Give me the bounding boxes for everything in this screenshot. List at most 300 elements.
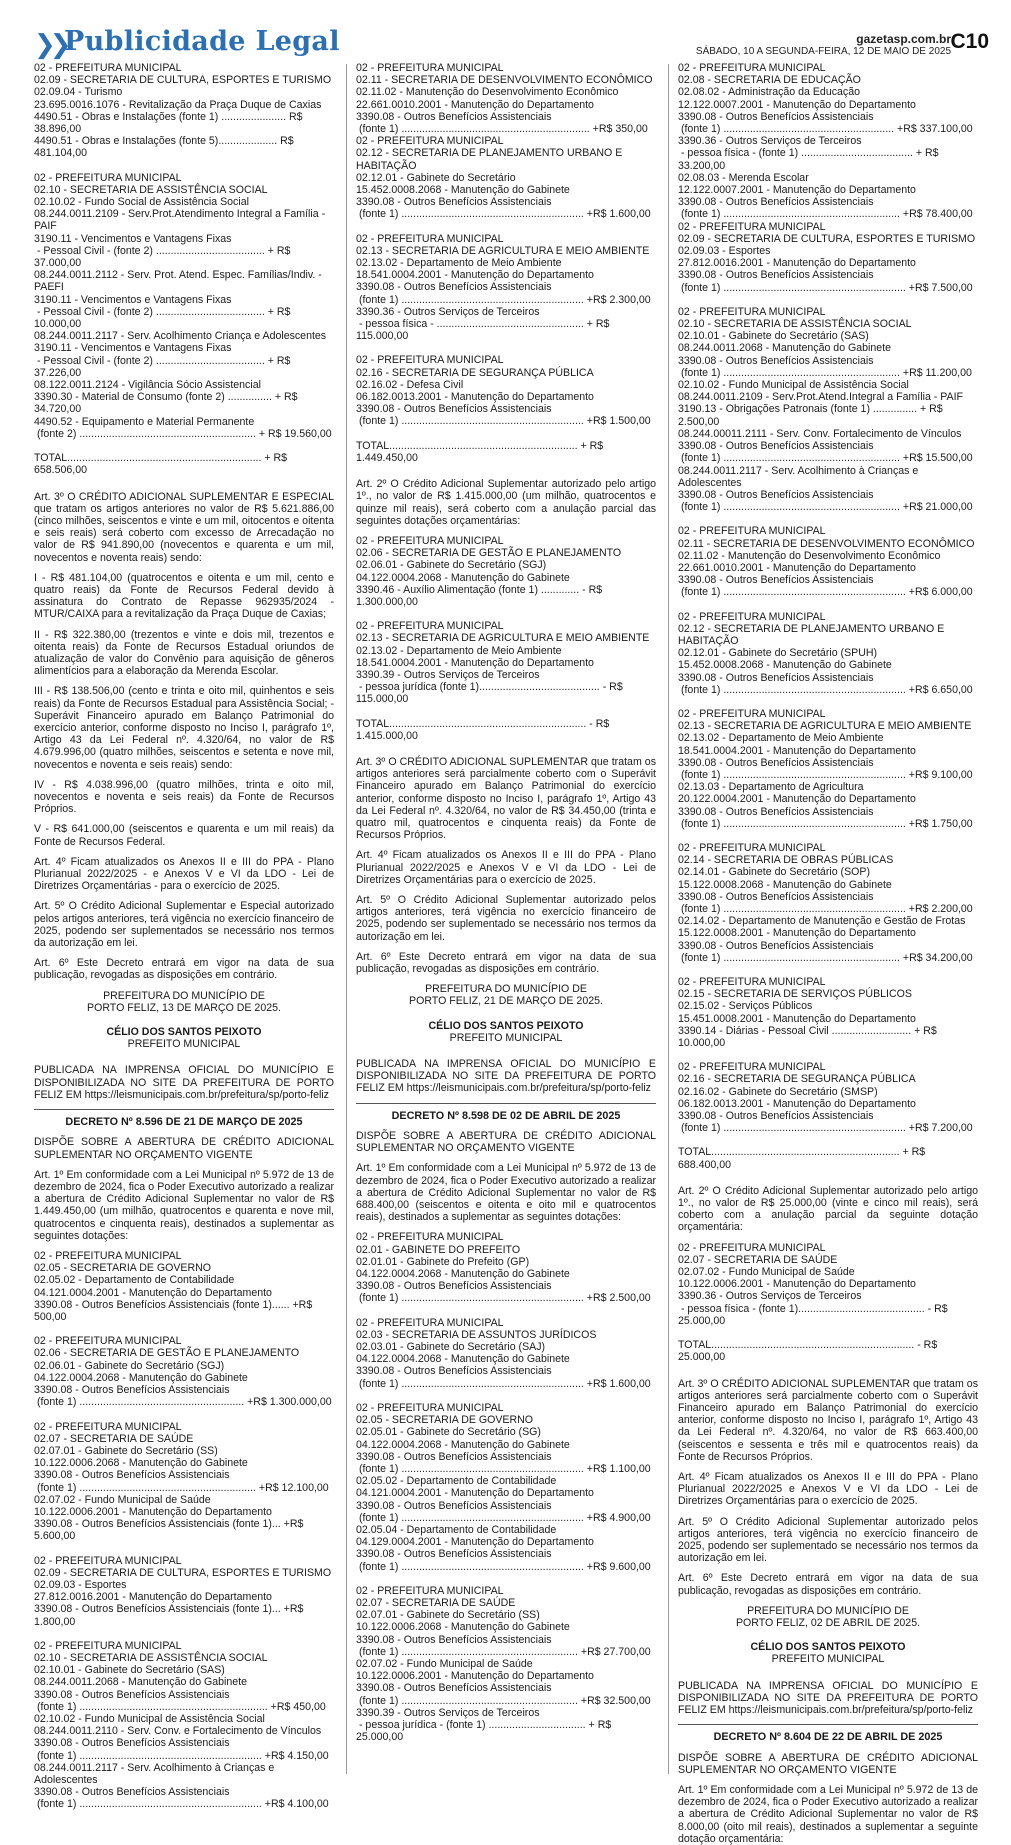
budget-line: 02.13.02 - Departamento de Meio Ambiente bbox=[678, 732, 884, 745]
budget-line: 22.661.0010.2001 - Manutenção do Departamento bbox=[356, 98, 594, 111]
spacer bbox=[34, 1050, 334, 1062]
column-2 bbox=[356, 62, 656, 1777]
section-separator bbox=[356, 1103, 656, 1104]
budget-line: 3390.14 - Diárias - Pessoal Civil ........................... + R$ 10.000,00 bbox=[678, 1024, 940, 1050]
budget-line: 3390.46 - Auxílio Alimentação (fonte 1) ............. - R$ 1.300.000,00 bbox=[356, 583, 606, 608]
budget-line: 02.05 - SECRETARIA DE GOVERNO bbox=[356, 1414, 534, 1427]
budget-line: 02.05 - SECRETARIA DE GOVERNO bbox=[34, 1262, 212, 1275]
budget-line: 02 - PREFEITURA MUNICIPAL bbox=[356, 354, 504, 367]
article-paragraph: IV - R$ 4.038.996,00 (quatro milhões, trinta e oito mil, novecentos e noventa e seis reais) da Fonte de Recursos Próprios. bbox=[34, 778, 334, 816]
budget-line: 3390.08 - Outros Benefícios Assistenciais bbox=[356, 1682, 552, 1695]
budget-line: 3390.08 - Outros Benefícios Assistenciais bbox=[678, 269, 874, 282]
budget-line: 02 - PREFEITURA MUNICIPAL bbox=[34, 1420, 182, 1433]
budget-line: (fonte 1) .............................................................. +R$ 1.750,00 bbox=[678, 817, 973, 830]
article-paragraph: DISPÕE SOBRE A ABERTURA DE CRÉDITO ADICIONAL SUPLEMENTAR NO ORÇAMENTO VIGENTE bbox=[356, 1130, 656, 1155]
signature-line: PREFEITO MUNICIPAL bbox=[127, 1038, 241, 1051]
budget-line: - Pessoal Civil - (fonte 2) ..................................... + R$ 10.000,00 bbox=[34, 305, 294, 331]
budget-line: 02.07.01 - Gabinete do Secretário (SS) bbox=[356, 1609, 540, 1622]
budget-line: (fonte 1) ............................................................ +R$ 15.500,00 bbox=[678, 452, 973, 465]
budget-line: 02.07.01 - Gabinete do Secretário (SS) bbox=[34, 1444, 218, 1457]
budget-line: 04.122.0004.2068 - Manutenção do Gabinete bbox=[356, 1438, 570, 1451]
article-paragraph: Art. 4º Ficam atualizados os Anexos II e III do PPA - Plano Plurianual 2022/2025 e Anexos V e VI da LDO - Lei de Diretrizes Orçamentárias para o exercício de 2025. bbox=[678, 1470, 978, 1508]
spacer bbox=[678, 1364, 978, 1376]
budget-line: 18.541.0004.2001 - Manutenção do Departamento bbox=[678, 744, 916, 757]
budget-line: 02.16 - SECRETARIA DE SEGURANÇA PÚBLICA bbox=[356, 366, 594, 379]
budget-line: 06.182.0013.2001 - Manutenção do Departamento bbox=[356, 391, 594, 404]
article-paragraph: Art. 3º O CRÉDITO ADICIONAL SUPLEMENTAR que tratam os artigos anteriores será parcialmente coberto com o Superávit Financeiro apurado em Balanço Patrimonial do exercício anterior, conforme disposto no Inciso I, parágrafo 1º, Artigo 43 da Lei Federal nº. 4.320/64, no valor de R$ 663.400,00 (seiscentos e sessenta e três mil e quatrocentos reais) da Fonte de Recursos Próprios. bbox=[678, 1377, 978, 1463]
budget-line: 02.15 - SECRETARIA DE SERVIÇOS PÚBLICOS bbox=[678, 988, 912, 1001]
article-paragraph: Art. 2º O Crédito Adicional Suplementar autorizado pelo artigo 1º., no valor de R$ 1.415.000,00 (um milhão, quatrocentos e quinze mil reais), será coberto com a anulação parcial das seguintes dotações orçamentárias: bbox=[356, 478, 656, 527]
budget-line: 3390.08 - Outros Benefícios Assistenciais bbox=[34, 1384, 230, 1397]
spacer bbox=[678, 964, 978, 976]
budget-line: 3390.36 - Outros Serviços de Terceiros bbox=[356, 305, 540, 318]
budget-line: 27.812.0016.2001 - Manutenção do Departamento bbox=[678, 257, 916, 270]
budget-line: 02.09.04 - Turismo bbox=[34, 86, 123, 99]
budget-line: 15.451.0008.2001 - Manutenção do Departamento bbox=[678, 1012, 916, 1025]
article-paragraph: DISPÕE SOBRE A ABERTURA DE CRÉDITO ADICIONAL SUPLEMENTAR NO ORÇAMENTO VIGENTE bbox=[34, 1136, 334, 1161]
signatory-name: CÉLIO DOS SANTOS PEIXOTO bbox=[106, 1026, 262, 1039]
budget-line: (fonte 1) .............................................................. +R$ 6.000,00 bbox=[678, 586, 973, 599]
budget-line: TOTAL................................................................ + R$ 688.400,00 bbox=[678, 1146, 929, 1171]
budget-line: 02.06 - SECRETARIA DE GESTÃO E PLANEJAMENTO bbox=[34, 1347, 300, 1360]
budget-line: 3190.11 - Vencimentos e Vantagens Fixas bbox=[34, 293, 232, 306]
budget-line: 08.244.0011.2112 - Serv. Prot. Atend. Espec. Famílias/Indiv. - PAEFI bbox=[34, 269, 325, 294]
budget-line: 3190.13 - Obrigações Patronais (fonte 1) ............... + R$ 2.500,00 bbox=[678, 403, 946, 428]
budget-line: (fonte 1) .............................................................. +R$ 1.100,00 bbox=[356, 1462, 651, 1475]
budget-line: (fonte 1) .............................................................. +R$ 6.650,00 bbox=[678, 683, 973, 696]
budget-line: 02 - PREFEITURA MUNICIPAL bbox=[678, 220, 826, 233]
budget-line: 3390.30 - Material de Consumo (fonte 2) ............... + R$ 34.720,00 bbox=[34, 391, 301, 416]
budget-line: 3390.08 - Outros Benefícios Assistenciais (fonte 1)... +R$ 1.800,00 bbox=[34, 1603, 307, 1628]
budget-line: TOTAL................................................................ + R$ 1.449.450,00 bbox=[356, 439, 607, 464]
signature-line: PREFEITURA DO MUNICÍPIO DE bbox=[103, 989, 265, 1002]
signature-line: PREFEITO MUNICIPAL bbox=[771, 1653, 885, 1666]
budget-line: 02.14.02 - Departamento de Manutenção e Gestão de Frotas bbox=[678, 915, 966, 928]
budget-line: 02 - PREFEITURA MUNICIPAL bbox=[356, 62, 504, 74]
budget-line: 02.09.03 - Esportes bbox=[678, 245, 771, 258]
article-paragraph: Art. 5º O Crédito Adicional Suplementar autorizado pelos artigos anteriores, terá vigência no exercício financeiro de 2025, podendo ser suplementado se necessário nos termos da autorização em lei. bbox=[356, 893, 656, 943]
budget-line: 02.01 - GABINETE DO PREFEITO bbox=[356, 1243, 521, 1256]
budget-line: 3390.08 - Outros Benefícios Assistenciais bbox=[34, 1688, 230, 1701]
signatory-name: CÉLIO DOS SANTOS PEIXOTO bbox=[428, 1019, 584, 1032]
budget-line: 02.05.02 - Departamento de Contabilidade bbox=[34, 1274, 235, 1287]
double-chevron-icon: ❯❯ bbox=[34, 30, 66, 60]
budget-line: 02 - PREFEITURA MUNICIPAL bbox=[678, 610, 826, 623]
budget-line: 3390.36 - Outros Serviços de Terceiros bbox=[678, 135, 862, 148]
budget-line: 3390.08 - Outros Benefícios Assistenciais bbox=[356, 1280, 552, 1293]
budget-line: 3390.08 - Outros Benefícios Assistenciais bbox=[356, 1548, 552, 1561]
article-paragraph: Art. 2º O Crédito Adicional Suplementar autorizado pelo artigo 1º., no valor de R$ 25.000,00 (vinte e cinco mil reais), será coberto com a anulação parcial da seguinte dotação orçamentária: bbox=[678, 1184, 978, 1234]
budget-line: 02.09 - SECRETARIA DE CULTURA, ESPORTES E TURISMO bbox=[34, 1566, 332, 1579]
budget-line: (fonte 1) ................................................................ +R$ 450,00 bbox=[34, 1700, 326, 1713]
budget-line: - pessoa jurídica - (fonte 1) ................................. + R$ 25.000,00 bbox=[356, 1718, 615, 1744]
budget-line: 08.244.0011.2068 - Manutenção do Gabinete bbox=[678, 342, 892, 355]
spacer bbox=[678, 696, 978, 708]
budget-line: 3190.11 - Vencimentos e Vantagens Fixas bbox=[34, 232, 232, 245]
budget-line: 27.812.0016.2001 - Manutenção do Departamento bbox=[34, 1591, 272, 1604]
column-1 bbox=[34, 62, 334, 1811]
spacer bbox=[356, 221, 656, 233]
budget-line: 3390.08 - Outros Benefícios Assistenciais bbox=[678, 890, 874, 903]
budget-line: 02.07.02 - Fundo Municipal de Saúde bbox=[34, 1493, 211, 1506]
article-paragraph: Art. 4º Ficam atualizados os Anexos II e III do PPA - Plano Plurianual 2022/2025 e Anexos V e VI da LDO - Lei de Diretrizes Orçamentárias para o exercício de 2025. bbox=[356, 849, 656, 886]
spacer bbox=[34, 1628, 334, 1640]
section-separator bbox=[34, 1109, 334, 1110]
budget-line: (fonte 1) .............................................................. +R$ 2.500,00 bbox=[356, 1292, 651, 1305]
budget-line: 04.122.0004.2068 - Manutenção do Gabinete bbox=[356, 571, 570, 584]
budget-line: 02 - PREFEITURA MUNICIPAL bbox=[678, 841, 826, 854]
article-paragraph: PUBLICADA NA IMPRENSA OFICIAL DO MUNICÍPIO E DISPONIBILIZADA NO SITE DA PREFEITURA DE PORTO FELIZ EM https://leismunicipais.com.br/prefeitura/sp/porto-feliz bbox=[34, 1064, 334, 1101]
budget-line: 02.10.01 - Gabinete do Secretário (SAS) bbox=[678, 330, 869, 343]
budget-line: (fonte 1) .............................................................. +R$ 1.600,00 bbox=[356, 1377, 651, 1390]
budget-line: 02 - PREFEITURA MUNICIPAL bbox=[34, 62, 182, 74]
article-paragraph: Art. 4º Ficam atualizados os Anexos II e III do PPA - Plano Plurianual 2022/2025 - e Anexos V e VI da LDO - Lei de Diretrizes Orçamentárias - para o exercício de 2025. bbox=[34, 855, 334, 893]
budget-line: 04.122.0004.2068 - Manutenção do Gabinete bbox=[34, 1371, 248, 1384]
budget-line: (fonte 1) .............................................................. +R$ 4.150,00 bbox=[34, 1749, 329, 1762]
budget-line: - pessoa jurídica (fonte 1)......................................... - R$ 115.000,00 bbox=[356, 681, 626, 706]
signature-line: PORTO FELIZ, 21 DE MARÇO DE 2025. bbox=[409, 995, 603, 1008]
budget-line: 02.11.02 - Manutenção do Desenvolvimento Econômico bbox=[678, 549, 941, 562]
budget-line: 02.16.02 - Gabinete do Secretário (SMSP) bbox=[678, 1085, 878, 1098]
budget-line: (fonte 1) .............................................................. +R$ 7.500,00 bbox=[678, 281, 973, 294]
budget-line: 02 - PREFEITURA MUNICIPAL bbox=[356, 620, 504, 633]
budget-line: 02 - PREFEITURA MUNICIPAL bbox=[356, 1584, 504, 1597]
budget-line: 02.06.01 - Gabinete do Secretário (SGJ) bbox=[356, 559, 547, 572]
budget-line: (fonte 1) ............................................................ +R$ 21.000,00 bbox=[678, 501, 973, 514]
budget-line: 10.122.0006.2001 - Manutenção do Departamento bbox=[356, 1670, 594, 1683]
budget-line: 02.10.01 - Gabinete do Secretário (SAS) bbox=[34, 1664, 225, 1677]
budget-line: (fonte 1) .............................................................. +R$ 1.500,00 bbox=[356, 415, 651, 428]
budget-line: - pessoa física - (fonte 1)........................................... - R$ 25.000,00 bbox=[678, 1302, 951, 1327]
budget-line: 08.244.00011.2111 - Serv. Conv. Fortalecimento de Vínculos bbox=[678, 427, 962, 440]
budget-line: 3390.08 - Outros Benefícios Assistenciais bbox=[356, 1365, 552, 1378]
decree-title: DECRETO Nº 8.604 DE 22 DE ABRIL DE 2025 bbox=[713, 1731, 943, 1744]
budget-line: 02.06 - SECRETARIA DE GESTÃO E PLANEJAMENTO bbox=[356, 547, 622, 560]
spacer bbox=[34, 1409, 334, 1421]
spacer bbox=[678, 830, 978, 842]
budget-line: 02.07.02 - Fundo Municipal de Saúde bbox=[678, 1266, 855, 1279]
spacer bbox=[34, 160, 334, 172]
budget-line: - pessoa física - (fonte 1) ...................................... + R$ 33.200,00 bbox=[678, 147, 942, 172]
budget-line: 02.16 - SECRETARIA DE SEGURANÇA PÚBLICA bbox=[678, 1073, 916, 1086]
article-paragraph: Art. 6º Este Decreto entrará em vigor na data de sua publicação, revogadas as disposições em contrário. bbox=[356, 950, 656, 975]
page-header bbox=[0, 0, 1011, 60]
spacer bbox=[34, 440, 334, 452]
budget-line: 3390.08 - Outros Benefícios Assistenciais bbox=[678, 110, 874, 123]
budget-line: 02.10 - SECRETARIA DE ASSISTÊNCIA SOCIAL bbox=[678, 318, 912, 331]
spacer bbox=[678, 294, 978, 306]
budget-line: 3390.08 - Outros Benefícios Assistenciais bbox=[34, 1469, 230, 1482]
budget-line: 4490.51 - Obras e Instalações (fonte 5).................... R$ 481.104,00 bbox=[34, 135, 297, 160]
budget-line: 3390.08 - Outros Benefícios Assistenciais bbox=[678, 1110, 874, 1123]
budget-line: 3390.08 - Outros Benefícios Assistenciais bbox=[356, 196, 552, 209]
budget-line: 02 - PREFEITURA MUNICIPAL bbox=[356, 232, 504, 245]
budget-line: 02.11 - SECRETARIA DE DESENVOLVIMENTO ECONÔMICO bbox=[356, 74, 653, 87]
budget-line: 02 - PREFEITURA MUNICIPAL bbox=[356, 1401, 504, 1414]
budget-line: 04.122.0004.2068 - Manutenção do Gabinete bbox=[356, 1268, 570, 1281]
article-paragraph: Art. 1º Em conformidade com a Lei Municipal nº 5.972 de 13 de dezembro de 2024, fica o Poder Executivo autorizado a realizar a abertura de Crédito Adicional Suplementar no valor de R$ 1.449.450,00 (um milhão, quatrocentos e quarenta e nove mil, quatrocentos e cinquenta reais), destinados a suplementar as seguintes dotações: bbox=[34, 1168, 334, 1242]
budget-line: 08.244.0011.2117 - Serv. Acolhimento à Crianças e Adolescentes bbox=[678, 464, 921, 489]
budget-line: 15.122.0008.2001 - Manutenção do Departamento bbox=[678, 927, 916, 940]
budget-line: 3390.08 - Outros Benefícios Assistenciais bbox=[678, 574, 874, 587]
spacer bbox=[356, 1305, 656, 1317]
budget-line: (fonte 1) .............................................................. +R$ 9.100,00 bbox=[678, 768, 973, 781]
budget-line: 02 - PREFEITURA MUNICIPAL bbox=[678, 525, 826, 538]
budget-line: 08.244.0011.2109 - Serv.Prot.Atendimento Integral a Família - PAIF bbox=[34, 208, 329, 233]
budget-line: 3390.36 - Outros Serviços de Terceiros bbox=[678, 1290, 862, 1303]
budget-line: 20.122.0004.2001 - Manutenção do Departamento bbox=[678, 793, 916, 806]
budget-line: 02.08.02 - Administração da Educação bbox=[678, 86, 860, 99]
budget-line: 15.122.0008.2068 - Manutenção do Gabinete bbox=[678, 878, 892, 891]
spacer bbox=[678, 1666, 978, 1678]
budget-line: 08.244.0011.2117 - Serv. Acolhimento Criança e Adolescentes bbox=[34, 330, 327, 343]
budget-line: 02 - PREFEITURA MUNICIPAL bbox=[678, 1061, 826, 1074]
spacer bbox=[34, 1543, 334, 1555]
budget-line: 15.452.0008.2068 - Manutenção do Gabinete bbox=[356, 184, 570, 197]
budget-line: 02.10 - SECRETARIA DE ASSISTÊNCIA SOCIAL bbox=[34, 1651, 268, 1664]
budget-line: 02.10.02 - Fundo Municipal de Assistência Social bbox=[678, 379, 909, 392]
budget-line: TOTAL..................................................................... - R$ 25.000,00 bbox=[678, 1339, 941, 1364]
budget-line: (fonte 2) ............................................................ + R$ 19.560,00 bbox=[34, 427, 332, 440]
budget-line: 04.121.0004.2001 - Manutenção do Departamento bbox=[34, 1286, 272, 1299]
budget-line: 02.05.04 - Departamento de Contabilidade bbox=[356, 1523, 557, 1536]
article-paragraph: II - R$ 322.380,00 (trezentos e vinte e dois mil, trezentos e oitenta reais) da Fonte de Recursos Estadual oriundos de atualização de valor do Convênio para aquisição de gêneros alimentícios para a elaboração da Merenda Escolar. bbox=[34, 628, 334, 678]
budget-line: 02.05.02 - Departamento de Contabilidade bbox=[356, 1475, 557, 1488]
budget-line: 02.12 - SECRETARIA DE PLANEJAMENTO URBANO E HABITAÇÃO bbox=[678, 622, 948, 647]
budget-line: 02.13.02 - Departamento de Meio Ambiente bbox=[356, 257, 562, 270]
budget-line: 02.03.01 - Gabinete do Secretário (SAJ) bbox=[356, 1341, 546, 1354]
budget-line: 12.122.0007.2001 - Manutenção do Departamento bbox=[678, 98, 916, 111]
budget-line: 18.541.0004.2001 - Manutenção do Departamento bbox=[356, 269, 594, 282]
budget-line: 02 - PREFEITURA MUNICIPAL bbox=[678, 62, 826, 74]
budget-line: 08.244.0011.2109 - Serv.Prot.Atend.Integral a Família - PAIF bbox=[678, 391, 964, 404]
budget-line: 02 - PREFEITURA MUNICIPAL bbox=[356, 1316, 504, 1329]
budget-line: 02 - PREFEITURA MUNICIPAL bbox=[34, 1554, 182, 1567]
budget-line: 12.122.0007.2001 - Manutenção do Departamento bbox=[678, 184, 916, 197]
budget-line: 3390.08 - Outros Benefícios Assistenciais bbox=[678, 805, 874, 818]
budget-line: 04.129.0004.2001 - Manutenção do Departamento bbox=[356, 1536, 594, 1549]
spacer bbox=[356, 1390, 656, 1402]
budget-line: 02.08 - SECRETARIA DE EDUCAÇÃO bbox=[678, 74, 861, 87]
column-3 bbox=[678, 62, 978, 1845]
budget-line: 15.452.0008.2068 - Manutenção do Gabinete bbox=[678, 659, 892, 672]
budget-line: 3390.08 - Outros Benefícios Assistenciais bbox=[356, 110, 552, 123]
budget-line: 06.182.0013.2001 - Manutenção do Departamento bbox=[678, 1097, 916, 1110]
budget-line: 02.10.02 - Fundo Social de Assistência Social bbox=[34, 196, 249, 209]
budget-line: 02.09 - SECRETARIA DE CULTURA, ESPORTES E TURISMO bbox=[34, 74, 332, 87]
spacer bbox=[356, 1008, 656, 1020]
budget-line: TOTAL................................................................... - R$ 1.415.000,00 bbox=[356, 717, 613, 742]
budget-line: 3390.39 - Outros Serviços de Terceiros bbox=[356, 668, 540, 681]
budget-line: - Pessoal Civil - (fonte 2) ..................................... + R$ 37.000,00 bbox=[34, 244, 294, 270]
spacer bbox=[356, 742, 656, 754]
article-paragraph: Art. 3º O CRÉDITO ADICIONAL SUPLEMENTAR E ESPECIAL que tratam os artigos anteriores no valor de R$ 5.621.886,00 (cinco milhões, seiscentos e vinte e um mil, oitocentos e oitenta e seis reais) será coberto com excesso de Arrecadação no valor de R$ 941.890,00 (novecentos e quarenta e um mil, novecentos e noventa reais) sendo: bbox=[34, 490, 334, 564]
budget-line: 02 - PREFEITURA MUNICIPAL bbox=[34, 1250, 182, 1263]
budget-line: 3390.08 - Outros Benefícios Assistenciais bbox=[34, 1737, 230, 1750]
article-paragraph: Art. 6º Este Decreto entrará em vigor na data de sua publicação, revogadas as disposições em contrário. bbox=[678, 1572, 978, 1597]
budget-line: 02.06.01 - Gabinete do Secretário (SGJ) bbox=[34, 1359, 225, 1372]
budget-line: 10.122.0006.2001 - Manutenção do Departamento bbox=[34, 1505, 272, 1518]
budget-line: (fonte 1) .............................................................. +R$ 1.600,00 bbox=[356, 208, 651, 221]
budget-line: (fonte 1) ........................................................ +R$ 1.300.000,00 bbox=[34, 1396, 332, 1409]
budget-line: 08.122.0011.2124 - Vigilância Sócio Assistencial bbox=[34, 379, 261, 392]
budget-line: 02.16.02 - Defesa Civil bbox=[356, 378, 464, 391]
spacer bbox=[678, 1629, 978, 1641]
signature-line: PREFEITURA DO MUNICÍPIO DE bbox=[747, 1604, 909, 1617]
budget-line: 02.14.01 - Gabinete do Secretário (SOP) bbox=[678, 866, 870, 879]
budget-line: 02.09.03 - Esportes bbox=[34, 1578, 127, 1591]
budget-line: 02 - PREFEITURA MUNICIPAL bbox=[678, 976, 826, 989]
budget-line: 02 - PREFEITURA MUNICIPAL bbox=[356, 135, 504, 148]
budget-line: 02.07.02 - Fundo Municipal de Saúde bbox=[356, 1657, 533, 1670]
budget-line: (fonte 1) ............................................................ +R$ 12.100,00 bbox=[34, 1481, 329, 1494]
budget-line: 02.11 - SECRETARIA DE DESENVOLVIMENTO ECONÔMICO bbox=[678, 537, 975, 550]
budget-line: 3390.08 - Outros Benefícios Assistenciais bbox=[356, 281, 552, 294]
article-paragraph: PUBLICADA NA IMPRENSA OFICIAL DO MUNICÍPIO E DISPONIBILIZADA NO SITE DA PREFEITURA DE PORTO FELIZ EM https://leismunicipais.com.br/prefeitura/sp/porto-feliz bbox=[678, 1679, 978, 1716]
spacer bbox=[678, 1327, 978, 1339]
budget-line: 3390.08 - Outros Benefícios Assistenciais bbox=[356, 1499, 552, 1512]
budget-line: 02 - PREFEITURA MUNICIPAL bbox=[356, 1231, 504, 1244]
budget-line: 10.122.0006.2068 - Manutenção do Gabinete bbox=[34, 1457, 248, 1470]
budget-line: 02 - PREFEITURA MUNICIPAL bbox=[678, 305, 826, 318]
budget-line: 3390.08 - Outros Benefícios Assistenciais bbox=[678, 488, 874, 501]
budget-line: (fonte 1) ............................................................ +R$ 27.700,00 bbox=[356, 1645, 651, 1658]
budget-line: 02.12 - SECRETARIA DE PLANEJAMENTO URBANO E HABITAÇÃO bbox=[356, 147, 626, 172]
budget-line: 3390.08 - Outros Benefícios Assistenciais bbox=[678, 939, 874, 952]
spacer bbox=[356, 608, 656, 620]
budget-line: 4490.51 - Obras e Instalações (fonte 1) ...................... R$ 38.896,00 bbox=[34, 110, 306, 136]
budget-line: 02.10.02 - Fundo Municipal de Assistência Social bbox=[34, 1712, 265, 1725]
budget-line: 3390.08 - Outros Benefícios Assistenciais bbox=[356, 403, 552, 416]
budget-line: 02 - PREFEITURA MUNICIPAL bbox=[356, 534, 504, 547]
section-separator bbox=[678, 1724, 978, 1725]
budget-line: 02.05.01 - Gabinete do Secretário (SG) bbox=[356, 1426, 541, 1439]
section-title: Publicidade Legal bbox=[64, 26, 340, 57]
article-paragraph: Art. 5º O Crédito Adicional Suplementar e Especial autorizado pelos artigos anteriores, terá vigência no exercício financeiro de 2025, podendo ser suplementados se necessário nos termos da autorização em lei. bbox=[34, 900, 334, 949]
spacer bbox=[678, 513, 978, 525]
budget-line: 02.13 - SECRETARIA DE AGRICULTURA E MEIO AMBIENTE bbox=[356, 632, 650, 645]
budget-line: 04.121.0004.2001 - Manutenção do Departamento bbox=[356, 1487, 594, 1500]
budget-line: 02.13 - SECRETARIA DE AGRICULTURA E MEIO AMBIENTE bbox=[678, 720, 972, 733]
signature-line: PORTO FELIZ, 13 DE MARÇO DE 2025. bbox=[87, 1001, 281, 1014]
budget-line: 3390.08 - Outros Benefícios Assistenciais bbox=[356, 1633, 552, 1646]
budget-line: 02.11.02 - Manutenção do Desenvolvimento Econômico bbox=[356, 86, 619, 99]
budget-line: 02.01.01 - Gabinete do Prefeito (GP) bbox=[356, 1255, 530, 1268]
article-paragraph: Art. 1º Em conformidade com a Lei Municipal nº 5.972 de 13 de dezembro de 2024, fica o Poder Executivo autorizado a realizar a abertura de Crédito Adicional Suplementar no valor de R$ 688.400,00 (seiscentos e oitenta e oito mil e quatrocentos reais), destinados a suplementar as seguintes dotações: bbox=[356, 1162, 656, 1224]
article-paragraph: DISPÕE SOBRE A ABERTURA DE CRÉDITO ADICIONAL SUPLEMENTAR NO ORÇAMENTO VIGENTE bbox=[678, 1751, 978, 1776]
decree-title: DECRETO Nº 8.598 DE 02 DE ABRIL DE 2025 bbox=[391, 1109, 621, 1122]
budget-line: 10.122.0006.2001 - Manutenção do Departamento bbox=[678, 1278, 916, 1291]
budget-line: (fonte 1) ............................................................ +R$ 11.200,00 bbox=[678, 366, 972, 379]
budget-line: 18.541.0004.2001 - Manutenção do Departamento bbox=[356, 656, 594, 669]
article-paragraph: III - R$ 138.506,00 (cento e trinta e oito mil, quinhentos e seis reais) da Fonte de Recursos Estadual para Assistência Social; - Superávit Financeiro apurado em Balanço Patrimonial do exercício anterior, conforme disposto no Inciso I, parágrafo 1º, Artigo 43 da Lei Federal nº. 4.320/64, no valor de R$ 4.679.996,00 (quatro milhões, seiscentos e setenta e nove mil, novecentos e noventa e seis reais) sendo: bbox=[34, 685, 334, 771]
budget-line: 3390.08 - Outros Benefícios Assistenciais bbox=[678, 354, 874, 367]
budget-line: 02 - PREFEITURA MUNICIPAL bbox=[34, 171, 182, 184]
budget-line: 3390.08 - Outros Benefícios Assistenciais bbox=[678, 440, 874, 453]
article-paragraph: Art. 5º O Crédito Adicional Suplementar autorizado pelos artigos anteriores, terá vigência no exercício financeiro de 2025, podendo ser suplementado se necessário nos termos da autorização em lei. bbox=[678, 1515, 978, 1565]
budget-line: (fonte 1) .............................................................. +R$ 4.900,00 bbox=[356, 1511, 651, 1524]
page-number: C10 bbox=[950, 30, 989, 53]
budget-line: (fonte 1) .............................................................. +R$ 4.100,00 bbox=[34, 1798, 329, 1811]
site-name: gazetasp.com.br bbox=[856, 32, 951, 46]
budget-line: 02.14 - SECRETARIA DE OBRAS PÚBLICAS bbox=[678, 854, 894, 867]
budget-line: 08.244.0011.2068 - Manutenção do Gabinete bbox=[34, 1676, 248, 1689]
budget-line: 02 - PREFEITURA MUNICIPAL bbox=[678, 1241, 826, 1254]
spacer bbox=[356, 428, 656, 440]
budget-line: 3390.08 - Outros Benefícios Assistenciais bbox=[356, 1450, 552, 1463]
budget-line: 02.07 - SECRETARIA DE SAÚDE bbox=[34, 1432, 194, 1445]
signature-line: PREFEITO MUNICIPAL bbox=[449, 1031, 563, 1044]
issue-date: SÁBADO, 10 A SEGUNDA-FEIRA, 12 DE MAIO DE 2025 bbox=[695, 46, 951, 57]
budget-line: - pessoa física - .................................................. + R$ 115.000,00 bbox=[356, 318, 613, 343]
budget-line: 02.13.03 - Departamento de Agricultura bbox=[678, 781, 864, 794]
signature-line: PORTO FELIZ, 02 DE ABRIL DE 2025. bbox=[735, 1616, 921, 1629]
budget-line: 3390.08 - Outros Benefícios Assistenciais (fonte 1)... +R$ 5.600,00 bbox=[34, 1518, 307, 1543]
budget-line: - Pessoal Civil - (fonte 2) ..................................... + R$ 37.226,00 bbox=[34, 354, 294, 379]
budget-line: 02 - PREFEITURA MUNICIPAL bbox=[34, 1639, 182, 1652]
spacer bbox=[356, 706, 656, 718]
spacer bbox=[678, 1049, 978, 1061]
budget-line: 02.08.03 - Merenda Escolar bbox=[678, 171, 809, 184]
budget-line: (fonte 1) ............................................................ +R$ 32.500,00 bbox=[356, 1694, 651, 1707]
budget-line: 02.07 - SECRETARIA DE SAÚDE bbox=[356, 1596, 516, 1609]
spacer bbox=[356, 464, 656, 476]
article-paragraph: Art. 1º Em conformidade com a Lei Municipal nº 5.972 de 13 de dezembro de 2024, fica o Poder Executivo autorizado a realizar a abertura de Crédito Adicional Suplementar no valor de R$ 8.000,00 (oito mil reais), destinados a suplementar a seguinte dotação orçamentária: bbox=[678, 1783, 978, 1845]
budget-line: 3390.08 - Outros Benefícios Assistenciais bbox=[678, 671, 874, 684]
budget-line: 3390.39 - Outros Serviços de Terceiros bbox=[356, 1706, 540, 1719]
spacer bbox=[356, 1573, 656, 1585]
signatory-name: CÉLIO DOS SANTOS PEIXOTO bbox=[750, 1641, 906, 1654]
article-paragraph: I - R$ 481.104,00 (quatrocentos e oitenta e um mil, cento e quatro reais) da Fonte de Recursos Federal devido à assinatura do Contrato de Repasse 962935/2024 -MTUR/CAIXA para a revitalização da Praça Duque de Caxias; bbox=[34, 571, 334, 621]
budget-line: (fonte 1) ............................................................ +R$ 34.200,00 bbox=[678, 951, 973, 964]
budget-line: 02 - PREFEITURA MUNICIPAL bbox=[678, 707, 826, 720]
budget-line: (fonte 1) .............................................................. +R$ 7.200,00 bbox=[678, 1122, 973, 1135]
budget-line: (fonte 1) .............................................................. +R$ 2.300,00 bbox=[356, 293, 651, 306]
spacer bbox=[34, 1323, 334, 1335]
budget-line: TOTAL.................................................................. + R$ 658.506,00 bbox=[34, 452, 290, 477]
spacer bbox=[678, 1134, 978, 1146]
budget-line: (fonte 1) ................................................................ +R$ 350,00 bbox=[356, 123, 648, 136]
budget-line: 3390.08 - Outros Benefícios Assistenciais bbox=[678, 756, 874, 769]
signature-line: PREFEITURA DO MUNICÍPIO DE bbox=[425, 983, 587, 996]
spacer bbox=[678, 599, 978, 611]
budget-line: 08.244.0011.2110 - Serv. Conv. e Fortalecimento de Vínculos bbox=[34, 1725, 322, 1738]
column-divider bbox=[346, 64, 347, 1774]
budget-line: 02 - PREFEITURA MUNICIPAL bbox=[34, 1335, 182, 1348]
budget-line: 3390.08 - Outros Benefícios Assistenciais bbox=[34, 1786, 230, 1799]
budget-line: 02.15.02 - Serviços Públicos bbox=[678, 1000, 813, 1013]
budget-line: 02.12.01 - Gabinete do Secretário (SPUH) bbox=[678, 647, 878, 660]
spacer bbox=[356, 1044, 656, 1056]
article-paragraph: Art. 6º Este Decreto entrará em vigor na data de sua publicação, revogadas as disposições em contrário. bbox=[34, 957, 334, 982]
spacer bbox=[34, 477, 334, 489]
budget-line: 3390.08 - Outros Benefícios Assistenciais (fonte 1)...... +R$ 500,00 bbox=[34, 1298, 316, 1324]
budget-line: 4490.52 - Equipamento e Material Permanente bbox=[34, 415, 255, 428]
budget-line: 3190.11 - Vencimentos e Vantagens Fixas bbox=[34, 342, 232, 355]
decree-title: DECRETO Nº 8.596 DE 21 DE MARÇO DE 2025 bbox=[65, 1116, 303, 1129]
budget-line: 23.695.0016.1076 - Revitalização da Praça Duque de Caxias bbox=[34, 98, 322, 111]
budget-line: 02.07 - SECRETARIA DE SAÚDE bbox=[678, 1253, 838, 1266]
column-divider bbox=[668, 64, 669, 1774]
budget-line: 22.661.0010.2001 - Manutenção do Departamento bbox=[678, 561, 916, 574]
budget-line: 10.122.0006.2068 - Manutenção do Gabinete bbox=[356, 1621, 570, 1634]
budget-line: 08.244.0011.2117 - Serv. Acolhimento à Crianças e Adolescentes bbox=[34, 1761, 277, 1786]
spacer bbox=[356, 342, 656, 354]
budget-line: 02.10 - SECRETARIA DE ASSISTÊNCIA SOCIAL bbox=[34, 183, 268, 196]
spacer bbox=[34, 1014, 334, 1026]
budget-line: 02.12.01 - Gabinete do Secretário bbox=[356, 171, 516, 184]
article-paragraph: PUBLICADA NA IMPRENSA OFICIAL DO MUNICÍPIO E DISPONIBILIZADA NO SITE DA PREFEITURA DE PORTO FELIZ EM https://leismunicipais.com.br/prefeitura/sp/porto-feliz bbox=[356, 1058, 656, 1095]
